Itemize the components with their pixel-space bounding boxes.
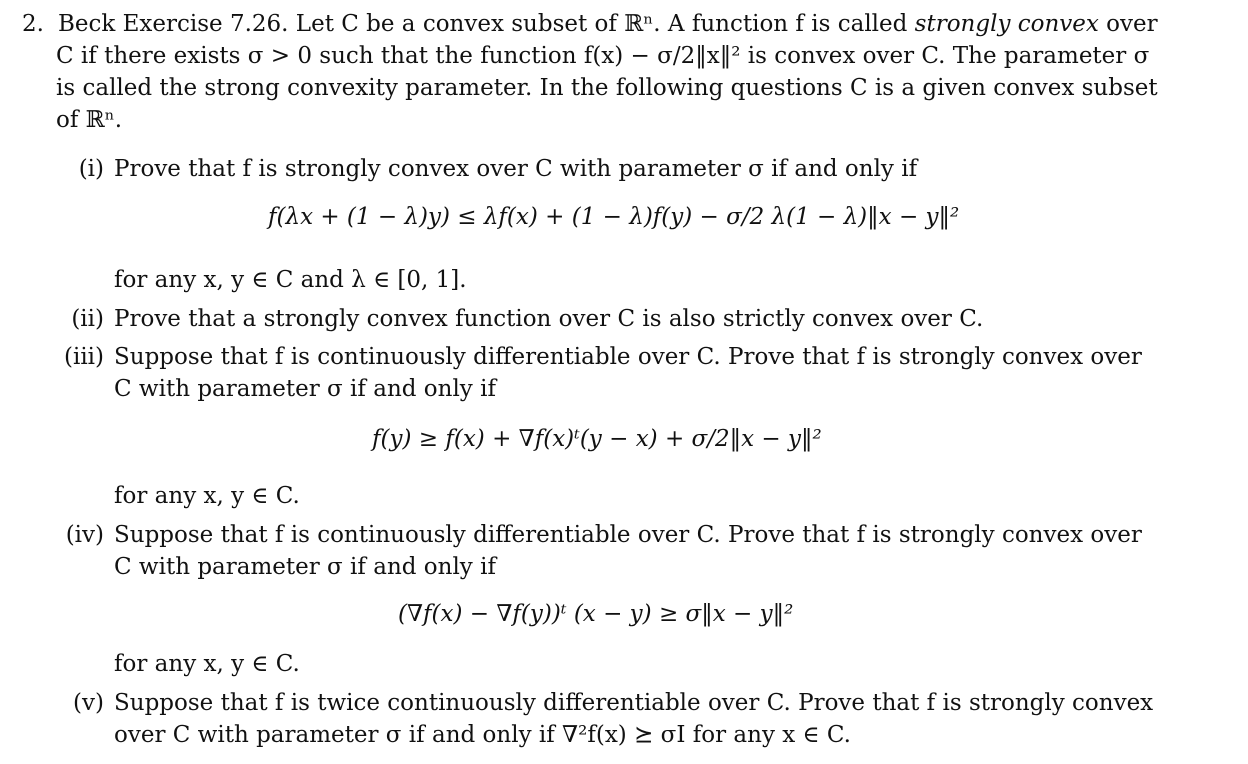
problem-number: 2. (22, 11, 44, 37)
part-iv-inequality: (∇f(x) − ∇f(y))ᵗ (x − y) ≥ σ‖x − y‖² (398, 601, 794, 627)
part-ii-line-1: Prove that a strongly convex function over C is also strictly convex over C. (114, 306, 984, 332)
part-i-inequality: f(λx + (1 − λ)y) ≤ λf(x) + (1 − λ)f(y) − σ/2 λ(1 − λ)‖x − y‖² (268, 204, 960, 230)
part-i-after: for any x, y ∈ C and λ ∈ [0, 1]. (114, 267, 467, 293)
part-iii-inequality: f(y) ≥ f(x) + ∇f(x)ᵗ(y − x) + σ/2‖x − y‖² (372, 426, 822, 452)
problem-line-4: of ℝⁿ. (56, 107, 123, 133)
part-label-iv: (iv) (65, 522, 104, 548)
part-label-iii: (iii) (63, 344, 104, 370)
part-iii-line-2: C with parameter σ if and only if (114, 376, 496, 402)
part-label-ii: (ii) (71, 306, 104, 332)
problem-line-3: is called the strong convexity parameter. In the following questions C is a given convex subset (56, 75, 1158, 101)
part-v-line-1: Suppose that f is twice continuously differentiable over C. Prove that f is strongly convex (114, 690, 1154, 716)
part-iii-after: for any x, y ∈ C. (114, 483, 300, 509)
part-label-v: (v) (73, 690, 104, 716)
part-iv-after: for any x, y ∈ C. (114, 651, 300, 677)
part-label-i: (i) (78, 156, 104, 182)
part-iv-line-1: Suppose that f is continuously differentiable over C. Prove that f is strongly convex over (114, 522, 1142, 548)
problem-line-2: C if there exists σ > 0 such that the function f(x) − σ/2‖x‖² is convex over C. The parameter σ (56, 43, 1150, 69)
part-i-line-1: Prove that f is strongly convex over C with parameter σ if and only if (114, 156, 918, 182)
part-v-line-2: over C with parameter σ if and only if ∇²f(x) ⪰ σI for any x ∈ C. (114, 722, 851, 748)
emphasized-term: strongly convex (914, 11, 1099, 37)
problem-line-1: Beck Exercise 7.26. Let C be a convex subset of ℝⁿ. A function f is called strongly convex over (58, 11, 1158, 37)
part-iii-line-1: Suppose that f is continuously differentiable over C. Prove that f is strongly convex over (114, 344, 1142, 370)
part-iv-line-2: C with parameter σ if and only if (114, 554, 496, 580)
